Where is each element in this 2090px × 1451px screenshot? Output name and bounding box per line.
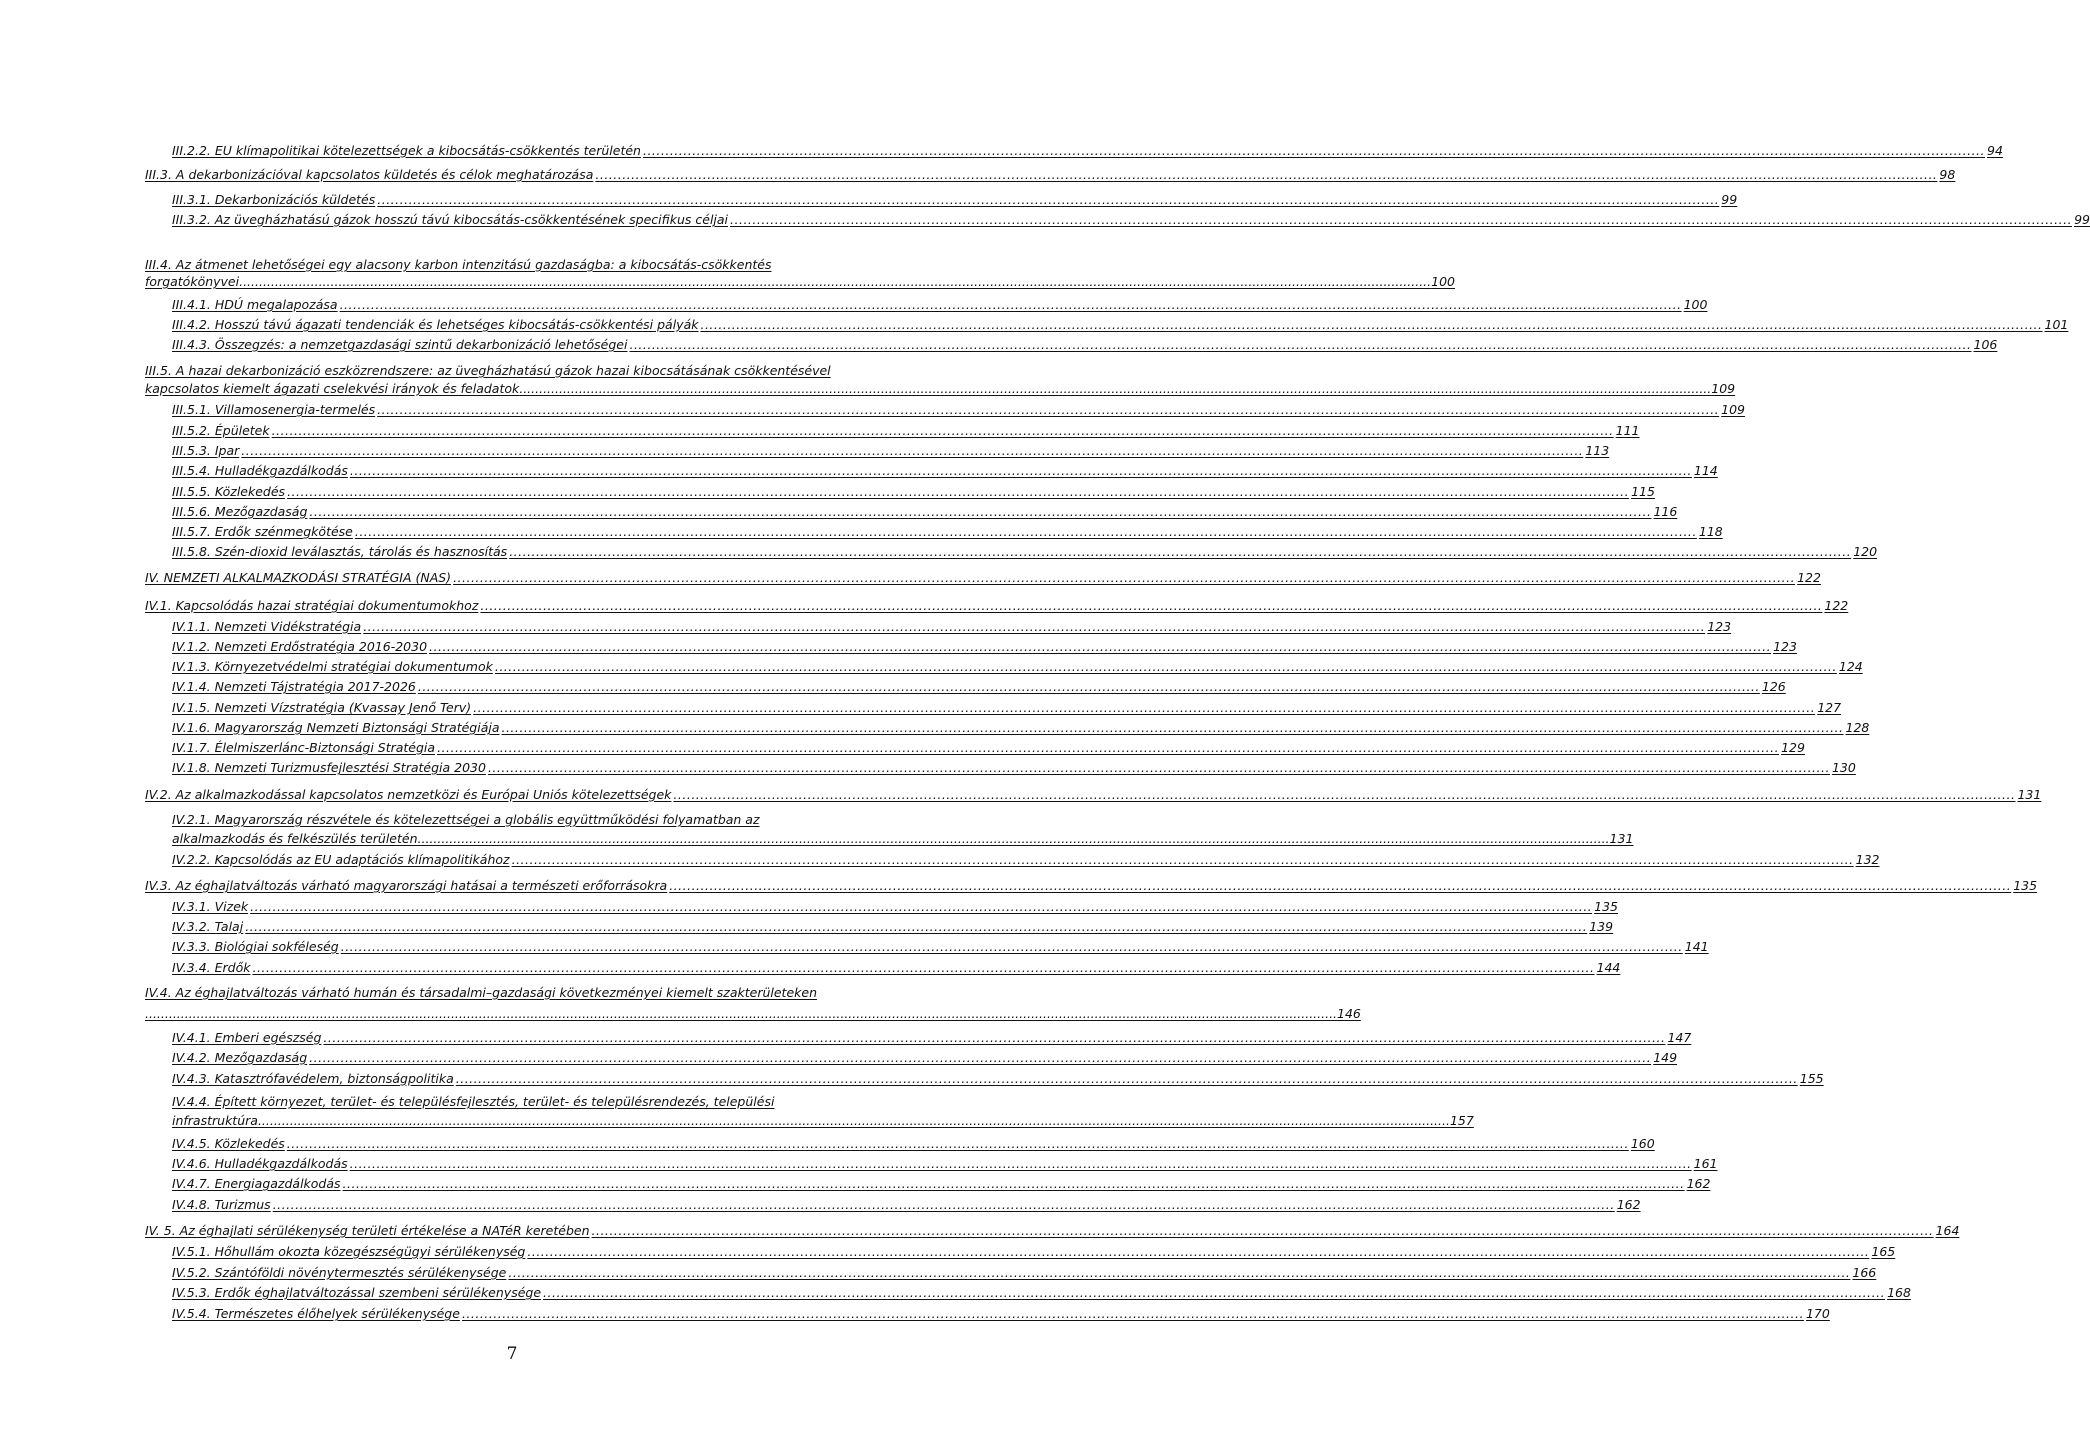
toc-entry[interactable] [172, 332, 1998, 352]
toc-entry-title: IV.5.4. Természetes élőhelyek sérülékenysége [172, 1306, 460, 1321]
toc-entry[interactable] [172, 695, 1842, 715]
toc-page-number: 160 [1630, 1136, 1655, 1151]
toc-entry-title: IV.4.7. Energiagazdálkodás [172, 1176, 341, 1191]
dot-leader: ............................................................................................................................................................................................................................................................................................................ [669, 878, 2012, 893]
toc-page-number: 94 [1987, 143, 2003, 158]
toc-entry[interactable] [172, 674, 1786, 694]
toc-entry[interactable] [172, 955, 1621, 975]
toc-entry[interactable] [172, 1260, 1877, 1280]
dot-leader: ............................................................................................................................................................................................................................................................................................................ [527, 1244, 1870, 1259]
dot-leader: ............................................................................................................................................................................................................................................................................................................ [437, 740, 1780, 755]
toc-entry[interactable] [172, 755, 1856, 775]
toc-page-number: 131 [2017, 787, 2042, 802]
toc-page-number: 162 [1686, 1176, 1711, 1191]
toc-entry-title: III.5. A hazai dekarbonizáció eszközrendszere: az üvegházhatású gázok hazai kibocsátásának csökkentésével [145, 363, 831, 378]
toc-entry-continuation[interactable] [172, 826, 1634, 846]
toc-page-number: 132 [1855, 852, 1880, 867]
toc-entry[interactable] [145, 782, 2042, 802]
toc-entry-title: IV.1. Kapcsolódás hazai stratégiai dokumentumokhoz [145, 598, 479, 613]
toc-entry-title: III.5.6. Mezőgazdaság [172, 504, 308, 519]
toc-entry[interactable] [172, 418, 1640, 438]
toc-page-number: 147 [1667, 1030, 1692, 1045]
toc-entry[interactable] [172, 138, 2003, 158]
toc-entry[interactable] [172, 1239, 1896, 1259]
toc-page-number: 118 [1698, 524, 1723, 539]
toc-entry[interactable] [145, 358, 900, 378]
dot-leader: ............................................................................................................................................................................................................................................................................................................ [309, 504, 1652, 519]
dot-leader: ............................................................................................................................................................................................................................................................................................................ [245, 919, 1588, 934]
dot-leader: ............................................................................................................................................................................................................................................................................................................ [480, 598, 1823, 613]
toc-page-number: 111 [1615, 423, 1640, 438]
dot-leader: ............................................................................................................................................................................................................................................................................................................ [349, 463, 1692, 478]
toc-entry-title: IV.5.3. Erdők éghajlatváltozással szembeni sérülékenysége [172, 1285, 542, 1300]
toc-entry-title: IV.1.1. Nemzeti Vidékstratégia [172, 619, 362, 634]
toc-entry[interactable] [145, 980, 900, 1000]
toc-entry-title: IV.2. Az alkalmazkodással kapcsolatos nemzetközi és Európai Uniós kötelezettségek [145, 787, 672, 802]
toc-entry-title: IV.3. Az éghajlatváltozás várható magyarországi hatásai a természeti erőforrásokra [145, 878, 668, 893]
toc-entry-title: IV.4.2. Mezőgazdaság [172, 1050, 308, 1065]
toc-entry-title: III.5.8. Szén-dioxid leválasztás, tárolás és hasznosítás [172, 544, 508, 559]
toc-entry-title: IV.2.1. Magyarország részvétele és kötelezettségei a globális együttműködési folyamatban az [172, 812, 760, 827]
dot-leader: ............................................................................................................................................................................................................................................................................................................ [509, 544, 1852, 559]
toc-entry-title-cont: alkalmazkodás és felkészülés területén [172, 831, 418, 846]
toc-entry[interactable] [172, 499, 1678, 519]
toc-entry-title-cont: infrastruktúra [172, 1113, 258, 1128]
toc-entry-title: III.4.3. Összegzés: a nemzetgazdasági szintű dekarbonizáció lehetőségei [172, 337, 628, 352]
dot-leader: ............................................................................................................................................................................................................................................................................................................ [286, 1136, 1629, 1151]
toc-page-number: 165 [1871, 1244, 1896, 1259]
dot-leader: ............................................................................................................................................................................................................................................................................................................ [377, 192, 1720, 207]
toc-entry-title: IV.3.1. Vizek [172, 899, 249, 914]
toc-entry-title: IV.1.7. Élelmiszerlánc-Biztonsági Stratégia [172, 740, 436, 755]
toc-entry-title: IV.1.5. Nemzeti Vízstratégia (Kvassay Jenő Terv) [172, 700, 472, 715]
toc-page-number: 164 [1935, 1223, 1960, 1238]
toc-page-number: 99 [2074, 212, 2090, 227]
toc-entry-title: III.5.7. Erdők szénmegkötése [172, 524, 353, 539]
toc-entry[interactable] [172, 894, 1619, 914]
toc-page-number: 144 [1596, 960, 1621, 975]
dot-leader: ............................................................................................................................................................................................................................................................................................................ [461, 1306, 1804, 1321]
dot-leader: ............................................................................................................................................................................................................................................................................................................ [339, 297, 1682, 312]
dot-leader: ............................................................................................................................................................................................................................................................................................................ [417, 679, 1760, 694]
toc-entry-title: III.5.4. Hulladékgazdálkodás [172, 463, 348, 478]
toc-entry-continuation[interactable] [172, 1108, 1474, 1128]
dot-leader: ............................................................................................................................................................................................................................................................................................................ [239, 274, 1432, 289]
toc-page-number: 123 [1707, 619, 1732, 634]
toc-page-number: 166 [1852, 1265, 1877, 1280]
toc-entry[interactable] [172, 397, 1746, 417]
dot-leader: ............................................................................................................................................................................................................................................................................................................ [271, 423, 1614, 438]
toc-entry[interactable] [145, 565, 1821, 585]
dot-leader: ............................................................................................................................................................................................................................................................................................................ [287, 484, 1630, 499]
dot-leader: ............................................................................................................................................................................................................................................................................................................ [257, 1113, 1450, 1128]
dot-leader: ............................................................................................................................................................................................................................................................................................................ [511, 852, 1854, 867]
toc-entry[interactable] [172, 1025, 1692, 1045]
dot-leader: ............................................................................................................................................................................................................................................................................................................ [453, 570, 1796, 585]
toc-page-number: 155 [1799, 1071, 1824, 1086]
dot-leader: ............................................................................................................................................................................................................................................................................................................ [241, 443, 1584, 458]
toc-entry-title-cont: kapcsolatos kiemelt ágazati cselekvési irányok és feladatok [145, 381, 520, 396]
dot-leader: ............................................................................................................................................................................................................................................................................................................ [342, 1176, 1685, 1191]
toc-entry-title: IV.5.1. Hőhullám okozta közegészségügyi sérülékenység [172, 1244, 526, 1259]
toc-entry[interactable] [172, 934, 1709, 954]
toc-entry[interactable] [145, 162, 1956, 182]
toc-entry[interactable] [172, 654, 1863, 674]
toc-page-number: 139 [1589, 919, 1614, 934]
dot-leader: ............................................................................................................................................................................................................................................................................................................ [272, 1197, 1615, 1212]
toc-entry[interactable] [172, 715, 1870, 735]
dot-leader: ............................................................................................................................................................................................................................................................................................................ [349, 1156, 1692, 1171]
toc-entry-title: IV.1.2. Nemzeti Erdőstratégia 2016-2030 [172, 639, 428, 654]
toc-entry-title: III.4.1. HDÚ megalapozása [172, 297, 338, 312]
toc-entry[interactable] [172, 735, 1805, 755]
dot-leader: ............................................................................................................................................................................................................................................................................................................ [595, 167, 1938, 182]
toc-entry[interactable] [172, 187, 1738, 207]
toc-entry[interactable] [145, 593, 1849, 613]
toc-page-number: 109 [1721, 402, 1746, 417]
toc-entry-title: III.4. Az átmenet lehetőségei egy alacsony karbon intenzitású gazdaságba: a kibocsátás-csökkentés [145, 257, 772, 272]
toc-entry[interactable] [172, 479, 1655, 499]
toc-entry[interactable] [172, 207, 2090, 227]
toc-page-number: 113 [1585, 443, 1610, 458]
toc-entry-title: IV.4.8. Turizmus [172, 1197, 271, 1212]
toc-entry-title: IV.3.3. Biológiai sokféleség [172, 939, 339, 954]
toc-entry-title: IV.4.6. Hulladékgazdálkodás [172, 1156, 348, 1171]
toc-entry[interactable] [172, 807, 900, 827]
toc-entry[interactable] [172, 1301, 1830, 1321]
toc-page-number: 128 [1845, 720, 1870, 735]
toc-page-number: 157 [1449, 1113, 1474, 1128]
toc-page-number: 170 [1805, 1306, 1830, 1321]
toc-entry-title: IV.4. Az éghajlatváltozás várható humán és társadalmi–gazdasági következményei kiemelt szakterületeken [145, 985, 817, 1000]
toc-entry[interactable] [172, 292, 1708, 312]
toc-page-number: 130 [1831, 760, 1856, 775]
toc-page-number: 106 [1973, 337, 1998, 352]
dot-leader: ............................................................................................................................................................................................................................................................................................................ [591, 1223, 1934, 1238]
toc-entry[interactable] [172, 1066, 1824, 1086]
dot-leader: ............................................................................................................................................................................................................................................................................................................ [700, 317, 2043, 332]
toc-page-number: 123 [1773, 639, 1797, 654]
toc-entry-title: IV. NEMZETI ALKALMAZKODÁSI STRATÉGIA (NAS) [145, 570, 452, 585]
toc-page-number: 127 [1817, 700, 1842, 715]
toc-page-number: 100 [1431, 274, 1455, 289]
toc-entry-title: III.4.2. Hosszú távú ágazati tendenciák és lehetséges kibocsátás-csökkentési pályák [172, 317, 699, 332]
toc-entry-title: IV. 5. Az éghajlati sérülékenység területi értékelése a NATéR keretében [145, 1223, 590, 1238]
dot-leader: ............................................................................................................................................................................................................................................................................................................ [673, 787, 2016, 802]
toc-entry-title: III.3.2. Az üvegházhatású gázok hosszú távú kibocsátás-csökkentésének specifikus céljai [172, 212, 729, 227]
toc-entry[interactable] [172, 1151, 1718, 1171]
toc-page-number: 101 [2044, 317, 2069, 332]
toc-entry-title: IV.4.3. Katasztrófavédelem, biztonságpolitika [172, 1071, 454, 1086]
toc-entry-title: IV.1.6. Magyarország Nemzeti Biztonsági Stratégiája [172, 720, 500, 735]
toc-entry-continuation[interactable] [145, 1001, 1361, 1021]
toc-page-number: 114 [1693, 463, 1718, 478]
toc-entry-continuation[interactable] [145, 269, 1455, 289]
dot-leader: ............................................................................................................................................................................................................................................................................................................ [487, 760, 1830, 775]
toc-page-number: 129 [1781, 740, 1805, 755]
dot-leader: ............................................................................................................................................................................................................................................................................................................ [429, 639, 1772, 654]
dot-leader: ............................................................................................................................................................................................................................................................................................................ [309, 1050, 1652, 1065]
toc-entry-title: III.5.1. Villamosenergia-termelés [172, 402, 376, 417]
dot-leader: ............................................................................................................................................................................................................................................................................................................ [340, 939, 1683, 954]
dot-leader: ............................................................................................................................................................................................................................................................................................................ [354, 524, 1697, 539]
toc-entry[interactable] [172, 539, 1878, 559]
dot-leader: ............................................................................................................................................................................................................................................................................................................ [473, 700, 1816, 715]
dot-leader: ............................................................................................................................................................................................................................................................................................................ [629, 337, 1972, 352]
toc-page-number: 116 [1653, 504, 1678, 519]
toc-entry-title: III.5.3. Ipar [172, 443, 240, 458]
dot-leader: ............................................................................................................................................................................................................................................................................................................ [508, 1265, 1851, 1280]
toc-entry[interactable] [145, 873, 2038, 893]
toc-page-number: 98 [1939, 167, 1956, 182]
toc-entry[interactable] [172, 438, 1610, 458]
toc-page-number: 168 [1887, 1285, 1911, 1300]
toc-entry-title: IV.2.2. Kapcsolódás az EU adaptációs klímapolitikához [172, 852, 510, 867]
toc-page-number: 115 [1631, 484, 1655, 499]
toc-entry-title: III.5.2. Épületek [172, 423, 270, 438]
toc-entry-title: IV.4.4. Épített környezet, terület- és településfejlesztés, terület- és településrendezés, települési [172, 1094, 775, 1109]
toc-page-number: 162 [1616, 1197, 1641, 1212]
dot-leader: ............................................................................................................................................................................................................................................................................................................ [543, 1285, 1886, 1300]
toc-entry-continuation[interactable] [145, 376, 1736, 396]
dot-leader: ............................................................................................................................................................................................................................................................................................................ [730, 212, 2073, 227]
toc-entry-title: III.3.1. Dekarbonizációs küldetés [172, 192, 376, 207]
toc-entry-title: III.5.5. Közlekedés [172, 484, 286, 499]
dot-leader: ............................................................................................................................................................................................................................................................................................................ [323, 1030, 1666, 1045]
dot-leader: ............................................................................................................................................................................................................................................................................................................ [455, 1071, 1798, 1086]
toc-entry-title: IV.3.4. Erdők [172, 960, 251, 975]
toc-page-number: 146 [1337, 1006, 1361, 1021]
toc-entry[interactable] [172, 1045, 1678, 1065]
toc-entry[interactable] [172, 634, 1797, 654]
toc-entry-title-cont: forgatókönyvei [145, 274, 240, 289]
toc-entry-title: III.3. A dekarbonizációval kapcsolatos küldetés és célok meghatározása [145, 167, 594, 182]
dot-leader: ............................................................................................................................................................................................................................................................................................................ [145, 1006, 1338, 1021]
dot-leader: ............................................................................................................................................................................................................................................................................................................ [377, 402, 1720, 417]
toc-page-number: 109 [1711, 381, 1736, 396]
toc-entry[interactable] [172, 1280, 1911, 1300]
toc-page-number: 100 [1683, 297, 1708, 312]
toc-entry[interactable] [172, 1089, 900, 1109]
toc-entry[interactable] [172, 519, 1723, 539]
dot-leader: ............................................................................................................................................................................................................................................................................................................ [494, 659, 1837, 674]
dot-leader: ............................................................................................................................................................................................................................................................................................................ [519, 381, 1712, 396]
toc-page-number: 161 [1693, 1156, 1718, 1171]
toc-page-number: 120 [1853, 544, 1878, 559]
toc-entry[interactable] [172, 1192, 1641, 1212]
toc-page-number: 149 [1653, 1050, 1678, 1065]
toc-page-number: 141 [1684, 939, 1709, 954]
toc-entry-title: IV.4.5. Közlekedés [172, 1136, 285, 1151]
dot-leader: ............................................................................................................................................................................................................................................................................................................ [642, 143, 1986, 158]
toc-entry-title: IV.4.1. Emberi egészség [172, 1030, 322, 1045]
toc-page-number: 122 [1797, 570, 1821, 585]
toc-page-number: 135 [1594, 899, 1619, 914]
toc-entry-title: IV.5.2. Szántóföldi növénytermesztés sérülékenysége [172, 1265, 507, 1280]
toc-entry[interactable] [172, 1171, 1711, 1191]
dot-leader: ............................................................................................................................................................................................................................................................................................................ [501, 720, 1844, 735]
dot-leader: ............................................................................................................................................................................................................................................................................................................ [417, 831, 1610, 846]
dot-leader: ............................................................................................................................................................................................................................................................................................................ [363, 619, 1706, 634]
dot-leader: ............................................................................................................................................................................................................................................................................................................ [252, 960, 1595, 975]
toc-entry-title: IV.1.8. Nemzeti Turizmusfejlesztési Stratégia 2030 [172, 760, 486, 775]
toc-entry[interactable] [172, 1131, 1655, 1151]
toc-entry-title: IV.3.2. Talaj [172, 919, 244, 934]
toc-entry[interactable] [172, 312, 2069, 332]
toc-entry[interactable] [172, 847, 1880, 867]
toc-page-number: 131 [1609, 831, 1634, 846]
toc-entry-title: IV.1.4. Nemzeti Tájstratégia 2017-2026 [172, 679, 416, 694]
toc-entry[interactable] [145, 1218, 1960, 1238]
page-number: 7 [506, 1344, 518, 1364]
toc-entry[interactable] [172, 458, 1718, 478]
toc-page-number: 99 [1721, 192, 1738, 207]
toc-entry-title: III.2.2. EU klímapolitikai kötelezettségek a kibocsátás-csökkentés területén [172, 143, 641, 158]
toc-entry-title: IV.1.3. Környezetvédelmi stratégiai dokumentumok [172, 659, 493, 674]
toc-entry[interactable] [172, 614, 1732, 634]
toc-page-number: 135 [2013, 878, 2038, 893]
toc-entry[interactable] [172, 914, 1614, 934]
dot-leader: ............................................................................................................................................................................................................................................................................................................ [250, 899, 1593, 914]
toc-page-number: 126 [1761, 679, 1786, 694]
toc-page-number: 124 [1838, 659, 1863, 674]
toc-page-number: 122 [1824, 598, 1849, 613]
